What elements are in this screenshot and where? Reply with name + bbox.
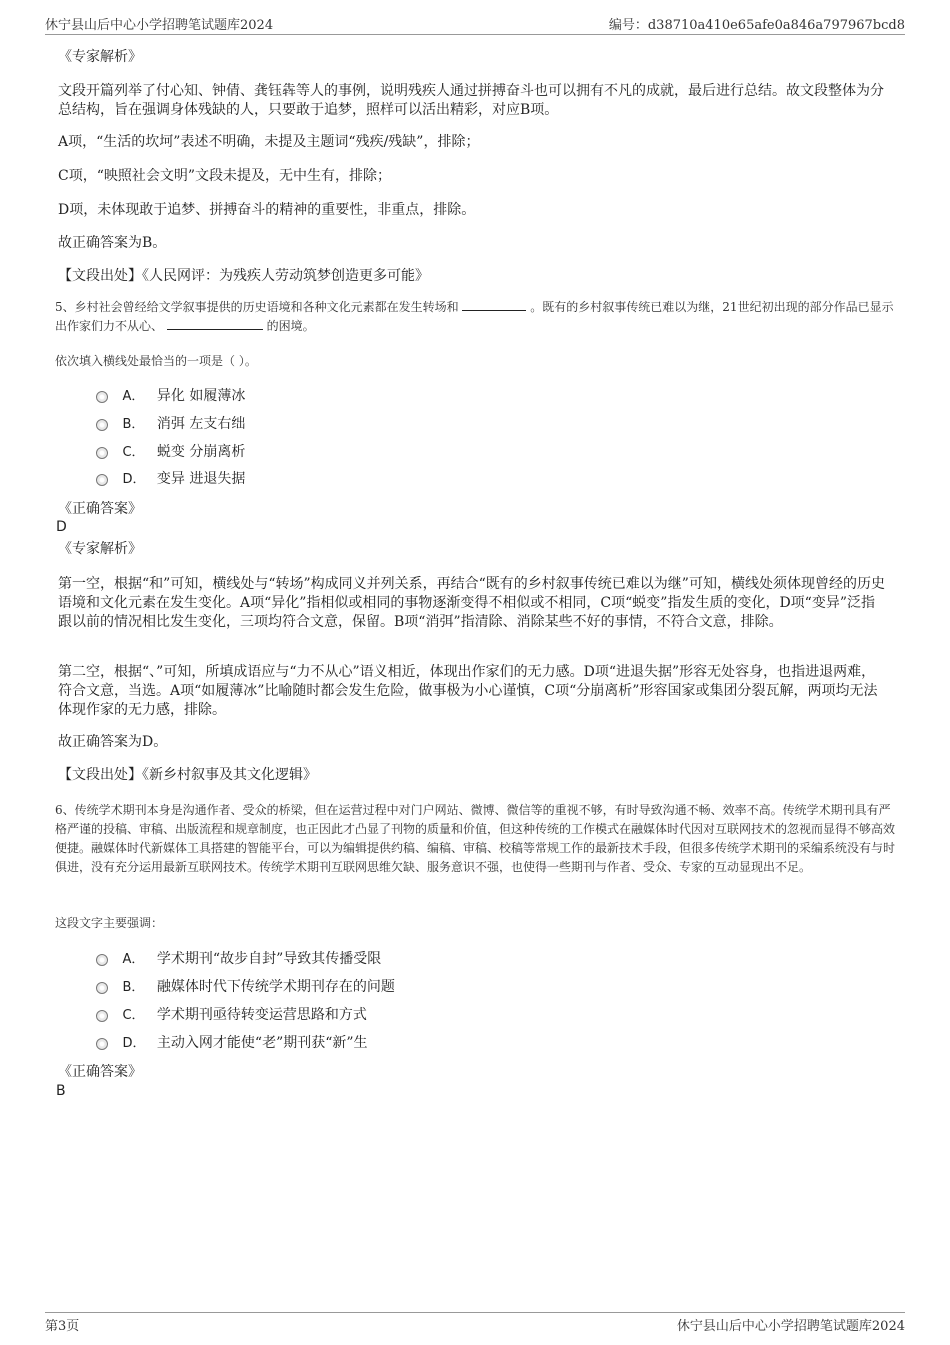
radio-icon[interactable] xyxy=(96,982,108,994)
q6-option-d[interactable] xyxy=(96,1033,368,1053)
option-letter: A． xyxy=(122,389,145,404)
option-letter: B． xyxy=(122,417,145,432)
page-header xyxy=(45,14,905,35)
option-text: 异化 如履薄冰 xyxy=(156,388,246,404)
q4-option-c-analysis: C项，“映照社会文明”文段未提及，无中生有，排除； xyxy=(58,168,392,184)
option-letter: A． xyxy=(122,952,145,967)
q5-blank-1 xyxy=(462,298,526,311)
option-letter: D． xyxy=(122,472,146,487)
page-number: 第3页 xyxy=(45,1319,80,1334)
q4-expert-title: 《专家解析》 xyxy=(58,49,142,65)
q5-analysis-para-1: 第一空，根据“和”可知，横线处与“转场”构成同义并列关系，再结合“既有的乡村叙事传统已难以为继”可知，横线处须体现曾经的历史语境和文化元素在发生变化。A项“异化”指相似或相同的事物逐渐变得不相似或不相同，C项“蜕变”指发生质的变化，D项“变异”泛指跟以前的情况相比发生变化，三项均符合文意，保留。B项“消弭”指清除、消除某些不好的事情，不符合文意，排除。 xyxy=(58,576,885,630)
option-text: 融媒体时代下传统学术期刊存在的问题 xyxy=(156,979,395,995)
q5-text-part2: 。既有的乡村叙事传统已难以为继，21世纪初出现的部分作品已显示出作家们力不从心、 xyxy=(55,300,894,333)
header-doc-id: 编号：d38710a410e65afe0a846a797967bcd8 xyxy=(608,18,905,33)
q5-text-part1: 5、乡村社会曾经给文学叙事提供的历史语境和各种文化元素都在发生转场和 xyxy=(55,300,459,314)
q5-question xyxy=(55,298,900,336)
option-letter: C． xyxy=(122,445,145,460)
q5-answer-title: 《正确答案》 xyxy=(58,501,142,517)
radio-icon[interactable] xyxy=(96,954,108,966)
page-footer xyxy=(45,1312,905,1334)
q4-conclusion: 故正确答案为B。 xyxy=(58,235,167,251)
q5-prompt: 依次填入横线处最恰当的一项是（ ）。 xyxy=(55,354,257,368)
footer-title: 休宁县山后中心小学招聘笔试题库2024 xyxy=(676,1319,905,1334)
q5-analysis-para-2: 第二空，根据“、”可知，所填成语应与“力不从心”语义相近，体现出作家们的无力感。D项“进退失据”形容无处容身，也指进退两难，符合文意，当选。A项“如履薄冰”比喻随时都会发生危险，做事极为小心谨慎，C项“分崩离析”形容国家或集团分裂瓦解，两项均无法体现作家的无力感，排除。 xyxy=(58,664,878,718)
q6-option-b[interactable] xyxy=(96,977,395,997)
radio-icon[interactable] xyxy=(96,474,108,486)
radio-icon[interactable] xyxy=(96,1010,108,1022)
q6-option-a[interactable] xyxy=(96,949,381,969)
q5-blank-2 xyxy=(167,317,263,330)
q5-source: 【文段出处】《新乡村叙事及其文化逻辑》 xyxy=(58,767,317,783)
q5-option-b[interactable] xyxy=(96,414,245,434)
option-letter: D． xyxy=(122,1036,146,1051)
q6-answer-title: 《正确答案》 xyxy=(58,1064,142,1080)
radio-icon[interactable] xyxy=(96,419,108,431)
q5-option-c[interactable] xyxy=(96,442,245,462)
q6-prompt: 这段文字主要强调： xyxy=(55,916,164,930)
q6-option-c[interactable] xyxy=(96,1005,367,1025)
option-letter: C． xyxy=(122,1008,145,1023)
q4-analysis-para: 文段开篇列举了付心知、钟倩、龚钰犇等人的事例，说明残疾人通过拼搏奋斗也可以拥有不凡的成就，最后进行总结。故文段整体为分总结构，旨在强调身体残缺的人，只要敢于追梦，照样可以活出精彩，对应B项。 xyxy=(58,83,884,118)
q5-conclusion: 故正确答案为D。 xyxy=(58,734,168,750)
q5-answer: D xyxy=(56,519,67,535)
option-letter: B． xyxy=(122,980,145,995)
q4-option-d-analysis: D项，未体现敢于追梦、拼搏奋斗的精神的重要性，非重点，排除。 xyxy=(58,202,476,218)
header-title: 休宁县山后中心小学招聘笔试题库2024 xyxy=(45,18,274,33)
radio-icon[interactable] xyxy=(96,447,108,459)
q6-question: 6、传统学术期刊本身是沟通作者、受众的桥梁，但在运营过程中对门户网站、微博、微信等的重视不够，有时导致沟通不畅、效率不高。传统学术期刊具有严格严谨的投稿、审稿、出版流程和规章制度，也正因此才凸显了刊物的质量和价值，但这种传统的工作模式在融媒体时代因对互联网技术的忽视而显得不够高效便捷。融媒体时代新媒体工具搭建的智能平台，可以为编辑提供约稿、编稿、审稿、校稿等常规工作的最新技术手段，但很多传统学术期刊的采编系统没有与时俱进，没有充分运用最新互联网技术。传统学术期刊互联网思维欠缺、服务意识不强，也使得一些期刊与作者、受众、专家的互动显现出不足。 xyxy=(55,803,896,874)
radio-icon[interactable] xyxy=(96,1038,108,1050)
option-text: 主动入网才能使“老”期刊获“新”生 xyxy=(156,1035,368,1051)
q4-source: 【文段出处】《人民网评：为残疾人劳动筑梦创造更多可能》 xyxy=(58,268,429,284)
q6-answer: B xyxy=(56,1083,66,1099)
option-text: 消弭 左支右绌 xyxy=(156,416,246,432)
q5-text-part3: 的困境。 xyxy=(266,319,315,333)
q5-expert-title: 《专家解析》 xyxy=(58,541,142,557)
option-text: 蜕变 分崩离析 xyxy=(156,444,246,460)
option-text: 学术期刊“故步自封”导致其传播受限 xyxy=(156,951,382,967)
q4-option-a-analysis: A项，“生活的坎坷”表述不明确，未提及主题词“残疾/残缺”，排除； xyxy=(58,134,480,150)
q5-option-d[interactable] xyxy=(96,469,245,489)
option-text: 变异 进退失据 xyxy=(156,471,246,487)
radio-icon[interactable] xyxy=(96,391,108,403)
option-text: 学术期刊亟待转变运营思路和方式 xyxy=(156,1007,367,1023)
q5-option-a[interactable] xyxy=(96,386,245,406)
